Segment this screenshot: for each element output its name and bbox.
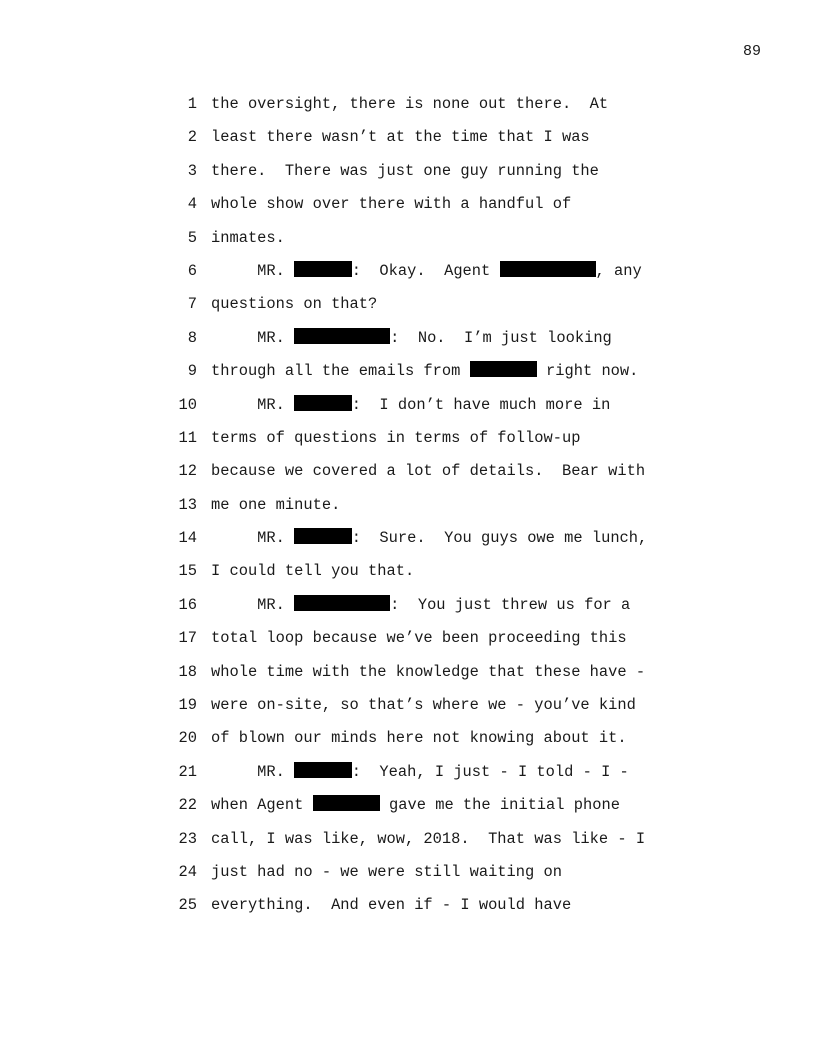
line-number: 17 xyxy=(178,629,197,648)
line-text xyxy=(211,92,608,116)
line-number: 14 xyxy=(178,529,197,548)
line-text-segment: just had no - we were still waiting on xyxy=(211,862,562,881)
line-text-segment: there. There was just one guy running the xyxy=(211,161,599,180)
line-text xyxy=(211,593,630,617)
line-text-segment: : You just threw us for a xyxy=(390,595,631,614)
line-text-segment: the oversight, there is none out there. At xyxy=(211,95,609,113)
line-text-segment: MR. xyxy=(211,529,295,548)
line-text-segment: right now. xyxy=(536,362,639,381)
line-number: 13 xyxy=(178,495,197,514)
line-text-segment: : Yeah, I just - I told - I - xyxy=(351,762,629,781)
line-number: 21 xyxy=(178,762,197,781)
line-number: 7 xyxy=(187,295,197,314)
line-text xyxy=(211,426,580,450)
line-number: 10 xyxy=(178,395,197,414)
line-text-segment: I could tell you that. xyxy=(211,562,415,581)
line-text-segment: because we covered a lot of details. Bear with xyxy=(211,462,646,481)
line-number: 22 xyxy=(178,796,197,815)
line-text xyxy=(211,359,638,383)
line-text-segment: questions on that? xyxy=(211,295,378,314)
line-text-segment: total loop because we’ve been proceeding this xyxy=(211,629,627,648)
redaction-box xyxy=(294,395,352,411)
line-text-segment: , any xyxy=(595,261,642,280)
line-text xyxy=(211,493,340,517)
line-text-segment: least there wasn’t at the time that I was xyxy=(211,128,590,147)
line-number: 3 xyxy=(187,161,197,180)
line-number: 18 xyxy=(178,662,197,681)
line-text xyxy=(211,125,590,149)
line-text xyxy=(211,459,645,483)
line-text-segment: call, I was like, wow, 2018. That was like - I xyxy=(211,829,646,848)
line-text-segment: : Sure. You guys owe me lunch, xyxy=(351,529,648,548)
line-text xyxy=(211,292,377,316)
line-text-segment: MR. xyxy=(211,261,295,280)
redaction-box xyxy=(470,361,537,377)
line-text-segment: MR. xyxy=(211,595,295,614)
line-text xyxy=(211,893,571,917)
line-text-segment: whole show over there with a handful of xyxy=(211,195,572,214)
line-number: 15 xyxy=(178,562,197,581)
line-number: 16 xyxy=(178,595,197,614)
line-text xyxy=(211,626,627,650)
line-number: 12 xyxy=(178,462,197,481)
line-text xyxy=(211,860,562,884)
line-text-segment: when Agent xyxy=(211,796,313,815)
line-number: 2 xyxy=(187,128,197,147)
line-text-segment: : I don’t have much more in xyxy=(351,395,611,414)
line-text xyxy=(211,693,636,717)
line-number: 4 xyxy=(187,195,197,214)
page-number: 89 xyxy=(743,43,762,60)
line-text xyxy=(211,259,642,283)
line-text-segment: everything. And even if - I would have xyxy=(211,896,572,915)
line-number: 20 xyxy=(178,729,197,748)
line-text xyxy=(211,393,610,417)
line-text xyxy=(211,526,647,550)
line-number: 9 xyxy=(187,362,197,381)
line-text xyxy=(211,660,645,684)
line-text xyxy=(211,192,571,216)
line-text-segment: of blown our minds here not knowing about it. xyxy=(211,729,627,748)
line-text xyxy=(211,760,629,784)
line-text xyxy=(211,726,627,750)
line-text-segment: MR. xyxy=(211,762,295,781)
line-number: 1 xyxy=(187,95,197,113)
line-number: 6 xyxy=(187,261,197,280)
line-text-segment: MR. xyxy=(211,328,295,347)
redaction-box xyxy=(500,261,596,277)
line-text-segment: were on-site, so that’s where we - you’ve kind xyxy=(211,696,636,715)
line-text-segment: gave me the initial phone xyxy=(379,796,620,815)
line-number: 19 xyxy=(178,696,197,715)
redaction-box xyxy=(294,328,390,344)
line-text-segment: inmates. xyxy=(211,228,285,247)
line-text xyxy=(211,326,612,350)
line-text-segment: whole time with the knowledge that these have - xyxy=(211,662,646,681)
redaction-box xyxy=(294,762,352,778)
line-number: 25 xyxy=(178,896,197,915)
line-text-segment: : Okay. Agent xyxy=(351,261,500,280)
line-text xyxy=(211,827,645,851)
redaction-box xyxy=(294,261,352,277)
line-text xyxy=(211,559,414,583)
line-text xyxy=(211,793,620,817)
line-number: 23 xyxy=(178,829,197,848)
line-text-segment: terms of questions in terms of follow-up xyxy=(211,428,581,447)
line-text-segment: me one minute. xyxy=(211,495,341,514)
redaction-box xyxy=(313,795,380,811)
line-text-segment: MR. xyxy=(211,395,295,414)
line-number: 5 xyxy=(187,228,197,247)
line-text xyxy=(211,159,599,183)
line-number: 8 xyxy=(187,328,197,347)
redaction-box xyxy=(294,595,390,611)
line-number: 24 xyxy=(178,862,197,881)
redaction-box xyxy=(294,528,352,544)
line-text-segment: : No. I’m just looking xyxy=(390,328,612,347)
line-text xyxy=(211,226,285,250)
line-number: 11 xyxy=(178,428,197,447)
line-text-segment: through all the emails from xyxy=(211,362,470,381)
